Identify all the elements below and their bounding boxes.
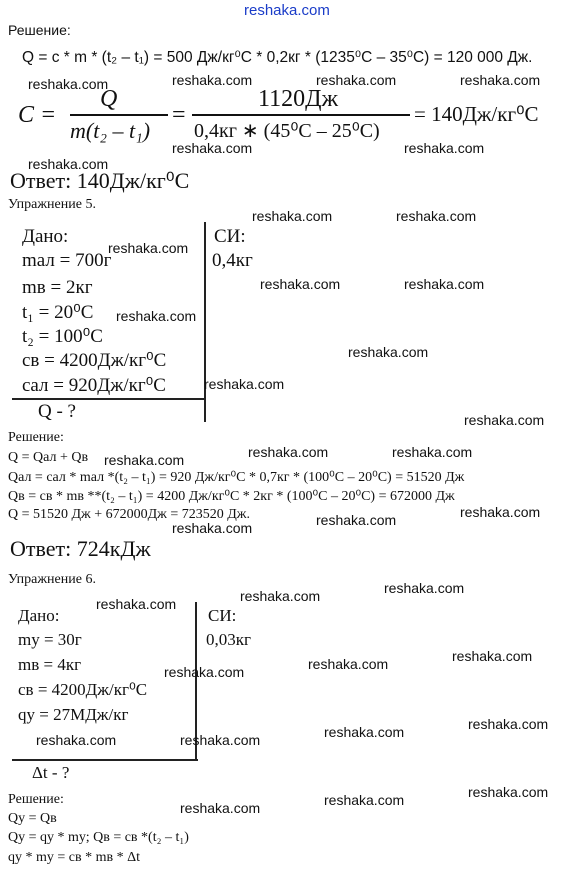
- solution-label-5: Решение:: [8, 430, 64, 445]
- watermark: reshaka.com: [384, 580, 465, 596]
- solution-6-line-2: Qу = qу * mу; Qв = cв *(t₂ – t₁): [8, 830, 189, 845]
- given-divider-6: [12, 759, 198, 761]
- watermark: reshaka.com: [404, 276, 485, 292]
- watermark: reshaka.com: [164, 664, 245, 680]
- watermark: reshaka.com: [464, 412, 545, 428]
- solution-6-line-3: qу * mу = cв * mв * Δt: [8, 850, 141, 865]
- watermark: reshaka.com: [348, 344, 429, 360]
- given-item-5-2: mв = 2кг: [22, 277, 93, 298]
- watermark: reshaka.com: [404, 140, 485, 156]
- watermark: reshaka.com: [324, 792, 405, 808]
- watermark: reshaka.com: [96, 596, 177, 612]
- solution-5-line-3: Qв = cв * mв **(t₂ – t₁) = 4200 Дж/кг⁰С * 2кг * (100⁰С – 20⁰С) = 672000 Дж: [8, 489, 455, 504]
- watermark: reshaka.com: [172, 72, 253, 88]
- watermark: reshaka.com: [316, 72, 397, 88]
- given-item-6-4: qу = 27МДж/кг: [18, 705, 129, 724]
- si-value-6: 0,03кг: [206, 630, 251, 649]
- watermark: reshaka.com: [316, 512, 397, 528]
- solution-label: Решение:: [8, 22, 71, 38]
- watermark: reshaka.com: [252, 208, 333, 224]
- watermark: reshaka.com: [28, 156, 109, 172]
- watermark: reshaka.com: [172, 520, 253, 536]
- solution-5-line-2: Qал = cал * mал *(t₂ – t₁) = 920 Дж/кг⁰С * 0,7кг * (100⁰С – 20⁰С) = 51520 Дж: [8, 470, 465, 485]
- watermark: reshaka.com: [260, 276, 341, 292]
- equation-line: Q = c * m * (t₂ – t₁) = 500 Дж/кг⁰С * 0,2кг * (1235⁰С – 35⁰С) = 120 000 Дж.: [22, 49, 533, 66]
- formula-denominator-2: 0,4кг ∗ (45⁰C – 25⁰C): [194, 120, 380, 142]
- given-label-6: Дано:: [18, 606, 60, 625]
- watermark: reshaka.com: [308, 656, 389, 672]
- si-divider-5: [204, 222, 206, 422]
- fraction-bar-2: [192, 114, 410, 116]
- watermark: reshaka.com: [468, 784, 549, 800]
- given-item-5-5: cв = 4200Дж/кг⁰С: [22, 350, 167, 371]
- answer-5: Ответ: 724кДж: [10, 536, 151, 561]
- solution-6-line-1: Qу = Qв: [8, 811, 57, 826]
- formula-numerator-2: 1120Дж: [258, 86, 339, 112]
- si-label-5: СИ:: [214, 226, 246, 247]
- given-label-5: Дано:: [22, 226, 69, 247]
- watermark: reshaka.com: [460, 72, 541, 88]
- given-item-5-6: cал = 920Дж/кг⁰С: [22, 375, 166, 396]
- solution-5-line-1: Q = Qал + Qв: [8, 450, 89, 465]
- watermark: reshaka.com: [108, 240, 189, 256]
- si-value-5: 0,4кг: [212, 250, 253, 271]
- exercise-6-title: Упражнение 6.: [8, 572, 96, 587]
- watermark: reshaka.com: [248, 444, 329, 460]
- watermark: reshaka.com: [452, 648, 533, 664]
- watermark: reshaka.com: [392, 444, 473, 460]
- formula-result: = 140Дж/кг⁰C: [414, 102, 539, 126]
- formula-numerator-1: Q: [100, 86, 118, 112]
- fraction-bar-1: [70, 114, 168, 116]
- site-title[interactable]: reshaka.com: [244, 2, 330, 19]
- given-item-6-2: mв = 4кг: [18, 655, 82, 674]
- given-divider-5: [12, 398, 206, 400]
- given-item-6-3: cв = 4200Дж/кг⁰С: [18, 680, 148, 699]
- watermark: reshaka.com: [396, 208, 477, 224]
- given-item-5-1: mал = 700г: [22, 250, 112, 271]
- watermark: reshaka.com: [36, 732, 117, 748]
- watermark: reshaka.com: [324, 724, 405, 740]
- si-label-6: СИ:: [208, 606, 237, 625]
- given-item-5-3: t₁ = 20⁰С: [22, 302, 94, 323]
- watermark: reshaka.com: [104, 452, 185, 468]
- watermark: reshaka.com: [180, 800, 261, 816]
- given-item-6-1: mу = 30г: [18, 630, 82, 649]
- watermark: reshaka.com: [180, 732, 261, 748]
- watermark: reshaka.com: [172, 140, 253, 156]
- watermark: reshaka.com: [28, 76, 109, 92]
- find-5: Q - ?: [38, 401, 76, 422]
- exercise-5-title: Упражнение 5.: [8, 197, 96, 212]
- solution-label-6: Решение:: [8, 792, 64, 807]
- solution-5-line-4: Q = 51520 Дж + 672000Дж = 723520 Дж.: [8, 507, 250, 522]
- watermark: reshaka.com: [468, 716, 549, 732]
- formula-denominator-1: m(t₂ – t₁): [70, 118, 151, 143]
- answer-top: Ответ: 140Дж/кг⁰С: [10, 168, 190, 193]
- watermark: reshaka.com: [204, 376, 285, 392]
- watermark: reshaka.com: [240, 588, 321, 604]
- formula-lhs: C =: [18, 102, 57, 128]
- formula-equals-1: =: [172, 102, 186, 128]
- given-item-5-4: t₂ = 100⁰С: [22, 326, 103, 347]
- watermark: reshaka.com: [460, 504, 541, 520]
- find-6: Δt - ?: [32, 763, 70, 782]
- watermark: reshaka.com: [116, 308, 197, 324]
